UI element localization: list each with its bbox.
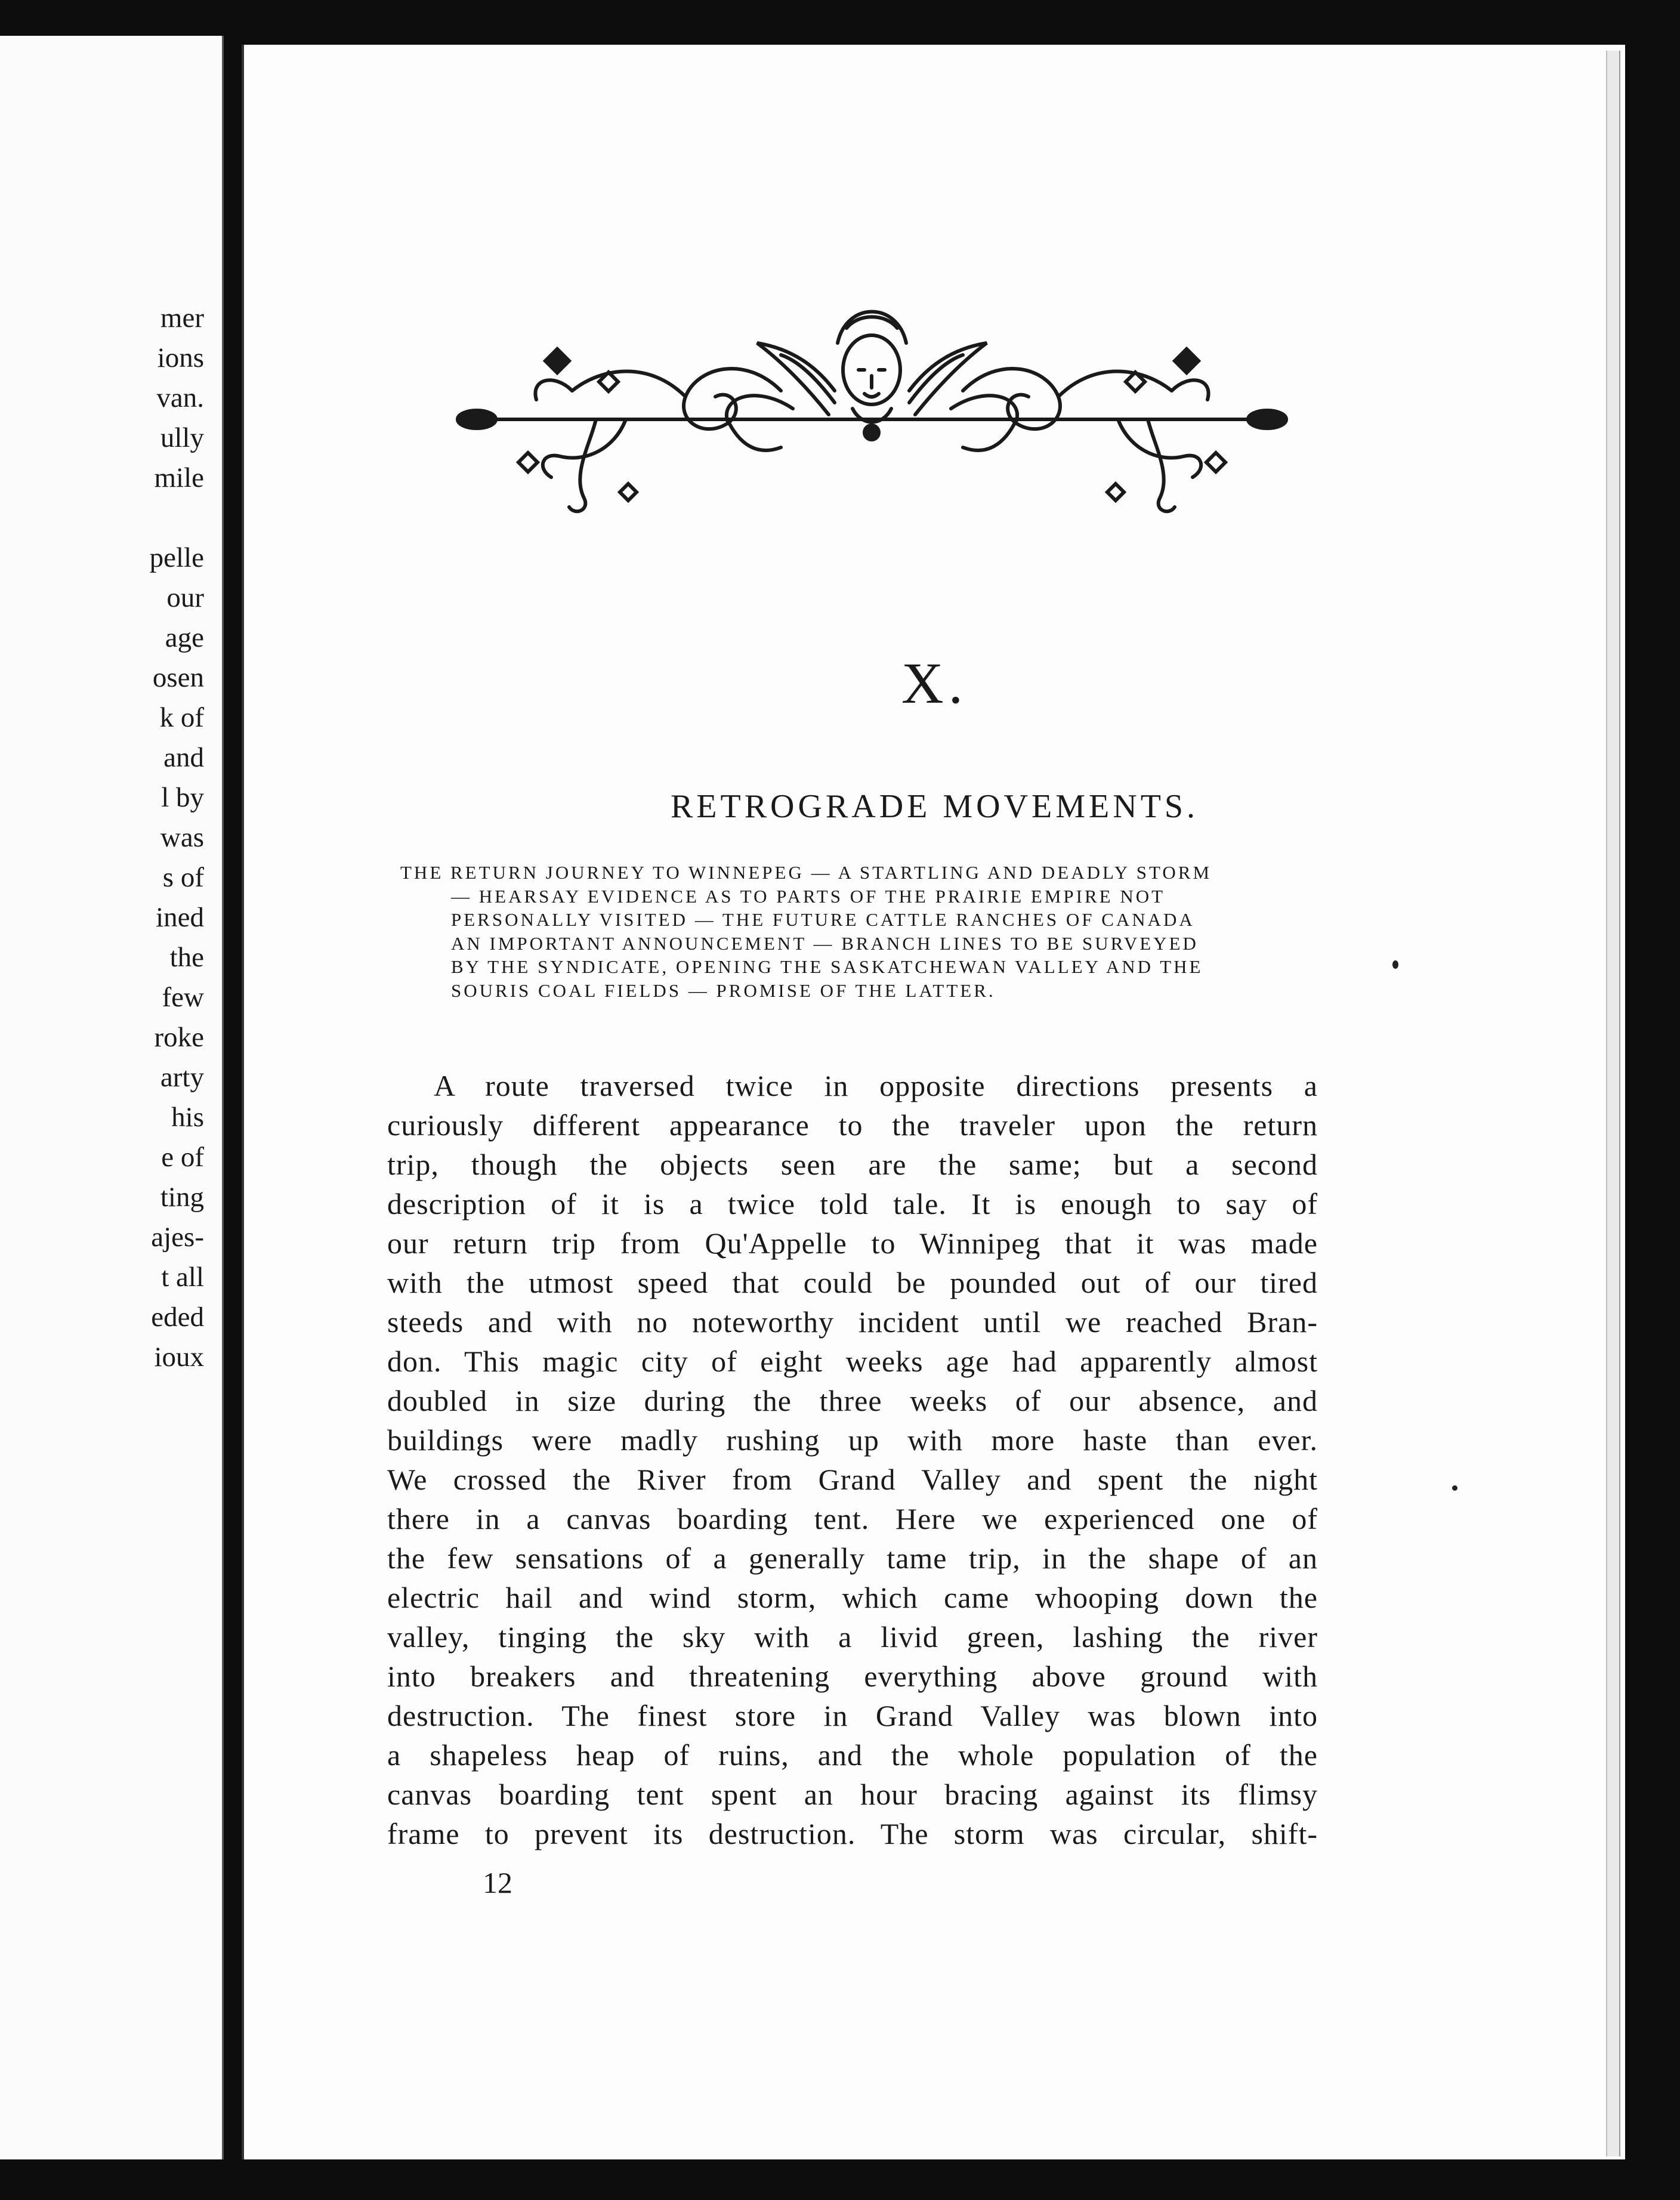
synopsis-line: BY THE SYNDICATE, OPENING THE SASKATCHEWAN VALLEY AND THE [451,956,1203,977]
previous-page-line: age [165,622,204,653]
body-line: don. This magic city of eight weeks age had apparently almost [387,1345,1318,1378]
body-line: steeds and with no noteworthy incident until we reached Bran- [387,1305,1318,1339]
synopsis-line: — HEARSAY EVIDENCE AS TO PARTS OF THE PRAIRIE EMPIRE NOT [451,885,1166,907]
previous-page-line: ions [157,342,204,373]
previous-page-line: k of [159,702,204,733]
body-line: a shapeless heap of ruins, and the whole population of the [387,1738,1318,1772]
previous-page-line: t all [161,1262,204,1293]
body-line: description of it is a twice told tale. It is enough to say of [387,1187,1318,1220]
previous-page-line: and [163,742,204,773]
previous-page-line: our [166,582,204,613]
body-line: electric hail and wind storm, which came whooping down the [387,1581,1318,1614]
current-page [242,45,1625,2159]
previous-page-line: the [169,942,204,973]
body-line: into breakers and threatening everything above ground with [387,1660,1318,1693]
synopsis-line: SOURIS COAL FIELDS — PROMISE OF THE LATTER. [451,980,996,1001]
body-line: doubled in size during the three weeks of our absence, and [387,1384,1318,1417]
scan-speck [1392,960,1398,969]
body-line: there in a canvas boarding tent. Here we experienced one of [387,1502,1318,1535]
previous-page-line: was [160,822,204,853]
previous-page-line: arty [160,1062,204,1093]
chapter-number: X. [901,651,968,716]
body-line: curiously different appearance to the traveler upon the return [387,1108,1318,1142]
synopsis-line: THE RETURN JOURNEY TO WINNEPEG — A STARTLING AND DEADLY STORM [400,862,1212,883]
body-line: canvas boarding tent spent an hour bracing against its flimsy [387,1778,1318,1811]
previous-page-line: ined [156,902,204,933]
previous-page-line: e of [161,1142,204,1173]
body-paragraph [387,1066,1318,1853]
synopsis-line: PERSONALLY VISITED — THE FUTURE CATTLE RANCHES OF CANADA [451,909,1195,930]
synopsis-line: AN IMPORTANT ANNOUNCEMENT — BRANCH LINES TO BE SURVEYED [451,932,1199,954]
previous-page-line: pelle [149,542,204,573]
body-line: valley, tinging the sky with a livid green, lashing the river [387,1620,1318,1654]
previous-page-line: s of [162,862,204,893]
page-edge [1606,51,1620,2156]
previous-page-line: ully [160,422,204,453]
chapter-title: RETROGRADE MOVEMENTS. [670,788,1199,825]
body-line: We crossed the River from Grand Valley and spent the night [387,1463,1318,1496]
previous-page-line: osen [152,662,204,693]
previous-page-line: ting [160,1182,204,1213]
body-line: trip, though the objects seen are the same; but a second [387,1148,1318,1181]
paragraph-gap [13,498,204,538]
body-line: with the utmost speed that could be pounded out of our tired [387,1266,1318,1299]
headpiece-ornament [447,265,1297,522]
body-line: our return trip from Qu'Appelle to Winnipeg that it was made [387,1226,1318,1260]
body-line: the few sensations of a generally tame trip, in the shape of an [387,1541,1318,1575]
body-line: destruction. The finest store in Grand Valley was blown into [387,1699,1318,1732]
previous-page-line: mile [154,462,204,493]
chapter-synopsis [400,861,1327,1002]
previous-page-line: van. [156,382,204,413]
page-number: 12 [483,1866,512,1899]
previous-page [0,36,224,2159]
previous-page-text [13,298,204,1377]
body-line: frame to prevent its destruction. The storm was circular, shift- [387,1817,1318,1850]
previous-page-line: eded [151,1302,204,1333]
body-line: buildings were madly rushing up with more haste than ever. [387,1423,1318,1457]
previous-page-line: roke [154,1022,204,1053]
previous-page-line: ajes- [151,1222,204,1253]
scan-speck [1452,1485,1457,1491]
body-line: A route traversed twice in opposite directions presents a [434,1069,1318,1102]
previous-page-line: ioux [154,1342,204,1373]
previous-page-line: l by [161,782,204,813]
previous-page-line: mer [160,302,204,333]
previous-page-line: his [171,1102,204,1133]
previous-page-line: few [162,982,204,1013]
